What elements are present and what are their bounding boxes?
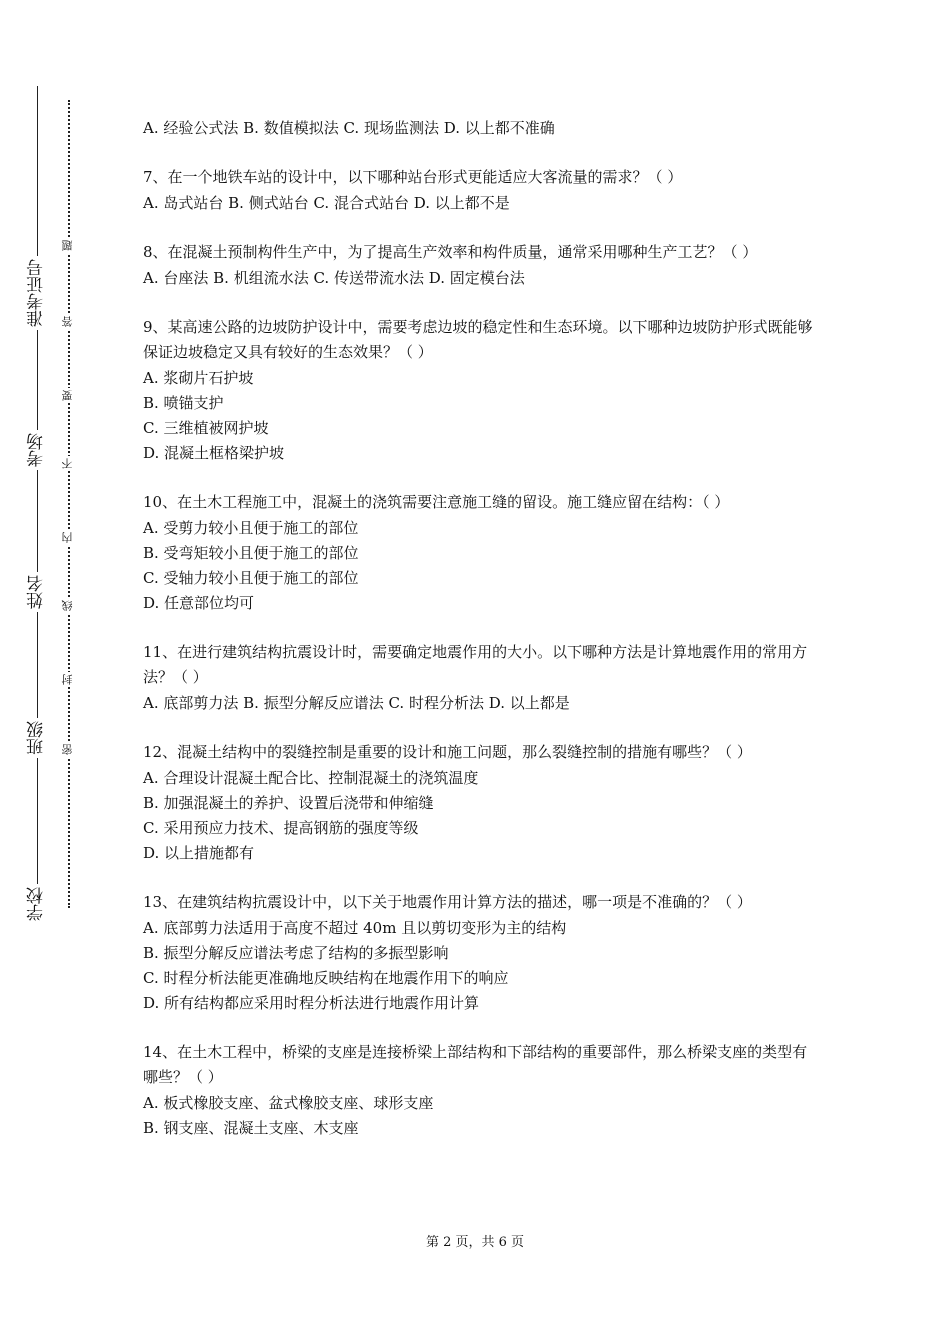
option-line: B. 喷锚支护 — [143, 394, 224, 412]
option-line: B. 振型分解反应谱法考虑了结构的多振型影响 — [143, 944, 449, 962]
option-line: A. 底部剪力法适用于高度不超过 40m 且以剪切变形为主的结构 — [143, 919, 567, 937]
question-6-options — [143, 116, 813, 141]
option-line: A. 板式橡胶支座、盆式橡胶支座、球形支座 — [143, 1094, 434, 1112]
seal-char: 不 — [61, 458, 74, 469]
option-line: D. 所有结构都应采用时程分析法进行地震作用计算 — [143, 994, 480, 1012]
class-label: 班级 — [22, 718, 52, 758]
seal-dotted-line — [68, 100, 70, 908]
exam-room-label: 考场 — [22, 430, 52, 470]
binding-margin — [0, 0, 90, 1344]
option-line: C. 受轴力较小且便于施工的部位 — [143, 569, 359, 587]
seal-char: 要 — [61, 390, 74, 401]
question-stem: 11、在进行建筑结构抗震设计时，需要确定地震作用的大小。以下哪种方法是计算地震作用的常用方法？（ ） — [143, 643, 808, 686]
exam-content — [143, 116, 813, 1165]
seal-char: 线 — [61, 600, 74, 611]
option-line: A. 合理设计混凝土配合比、控制混凝土的浇筑温度 — [143, 769, 479, 787]
seal-char: 答 — [61, 316, 74, 327]
option-line: B. 受弯矩较小且便于施工的部位 — [143, 544, 359, 562]
question-stem: 9、某高速公路的边坡防护设计中，需要考虑边坡的稳定性和生态环境。以下哪种边坡防护形式既能够保证边坡稳定又具有较好的生态效果？（ ） — [143, 318, 813, 361]
option-line: D. 以上措施都有 — [143, 844, 255, 862]
option-line: B. 加强混凝土的养护、设置后浇带和伸缩缝 — [143, 794, 434, 812]
exam-number-label: 准考证号 — [22, 256, 52, 330]
option-line: A. 台座法 B. 机组流水法 C. 传送带流水法 D. 固定模台法 — [143, 269, 525, 287]
seal-char: 密 — [61, 744, 74, 755]
page-footer: 第 2 页，共 6 页 — [425, 1235, 525, 1250]
option-line: A. 受剪力较小且便于施工的部位 — [143, 519, 359, 537]
option-line: B. 钢支座、混凝土支座、木支座 — [143, 1119, 359, 1137]
option-line: A. 浆砌片石护坡 — [143, 369, 254, 387]
option-line: A. 岛式站台 B. 侧式站台 C. 混合式站台 D. 以上都不是 — [143, 194, 510, 212]
option-line: A. 经验公式法 B. 数值模拟法 C. 现场监测法 D. 以上都不准确 — [143, 119, 555, 137]
question-7 — [143, 165, 813, 216]
question-stem: 12、混凝土结构中的裂缝控制是重要的设计和施工问题，那么裂缝控制的措施有哪些？（ ） — [143, 743, 752, 761]
question-13 — [143, 890, 813, 1016]
seal-char: 内 — [61, 532, 74, 543]
question-8 — [143, 240, 813, 291]
option-line: A. 底部剪力法 B. 振型分解反应谱法 C. 时程分析法 D. 以上都是 — [143, 694, 570, 712]
option-line: D. 任意部位均可 — [143, 594, 255, 612]
question-9 — [143, 315, 813, 466]
binding-solid-line — [37, 86, 38, 924]
question-stem: 14、在土木工程中，桥梁的支座是连接桥梁上部结构和下部结构的重要部件，那么桥梁支座的类型有哪些？（ ） — [143, 1043, 808, 1086]
name-label: 姓名 — [22, 572, 52, 612]
school-label: 学校 — [22, 884, 52, 924]
question-12 — [143, 740, 813, 866]
option-line: D. 混凝土框格梁护坡 — [143, 444, 285, 462]
option-line: C. 三维植被网护坡 — [143, 419, 269, 437]
question-stem: 13、在建筑结构抗震设计中，以下关于地震作用计算方法的描述，哪一项是不准确的？（ ） — [143, 893, 752, 911]
question-11 — [143, 640, 813, 716]
question-stem: 10、在土木工程施工中，混凝土的浇筑需要注意施工缝的留设。施工缝应留在结构：（ ） — [143, 493, 730, 511]
question-14 — [143, 1040, 813, 1141]
option-line: C. 采用预应力技术、提高钢筋的强度等级 — [143, 819, 419, 837]
question-10 — [143, 490, 813, 616]
question-stem: 8、在混凝土预制构件生产中，为了提高生产效率和构件质量，通常采用哪种生产工艺？（ ） — [143, 243, 758, 261]
option-line: C. 时程分析法能更准确地反映结构在地震作用下的响应 — [143, 969, 509, 987]
question-stem: 7、在一个地铁车站的设计中，以下哪种站台形式更能适应大客流量的需求？（ ） — [143, 168, 683, 186]
seal-char: 题 — [61, 240, 74, 251]
seal-char: 封 — [61, 674, 74, 685]
